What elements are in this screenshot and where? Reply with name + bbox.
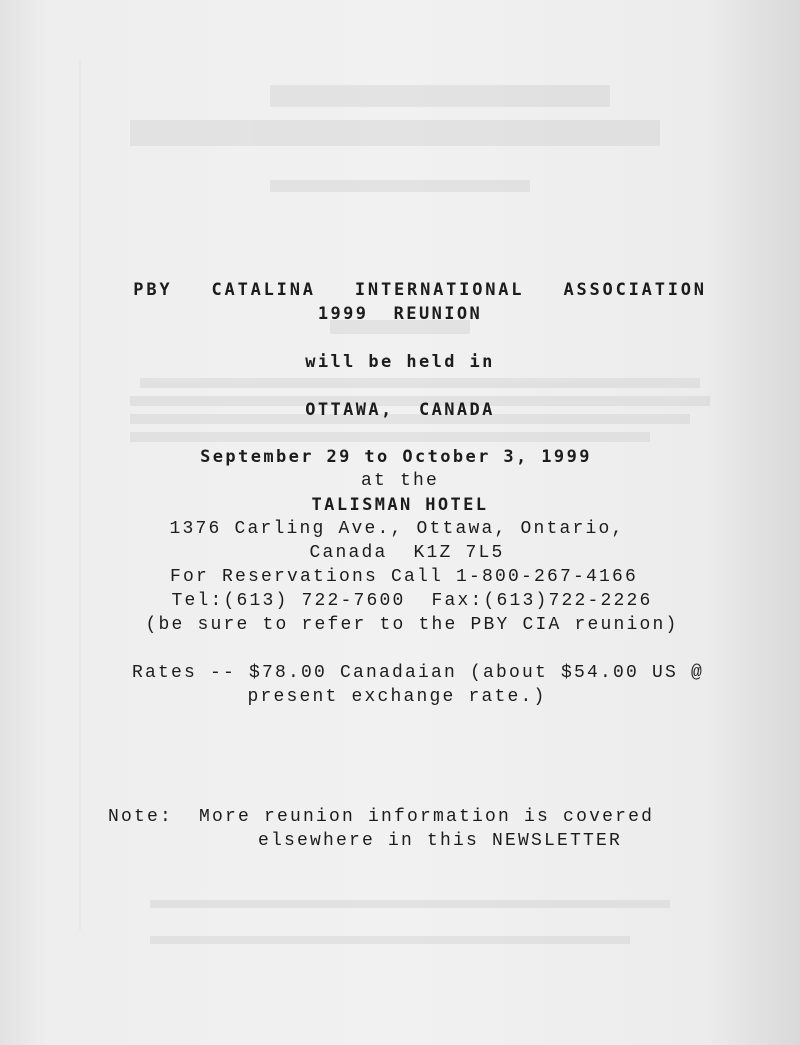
org-word-catalina: CATALINA (211, 280, 316, 300)
note-line-1: Note: More reunion information is covered (108, 807, 655, 827)
city-country: OTTAWA, CANADA (305, 400, 495, 420)
note-line-2: elsewhere in this NEWSLETTER (258, 831, 623, 851)
org-word-international: INTERNATIONAL (354, 280, 525, 300)
org-word-association: ASSOCIATION (563, 280, 707, 300)
refer-line: (be sure to refer to the PBY CIA reunion) (145, 615, 679, 635)
phone-fax-line: Tel:(613) 722-7600 Fax:(613)722-2226 (171, 591, 653, 611)
at-the: at the (360, 471, 439, 491)
rates-line-1: Rates -- $78.00 Canadaian (about $54.00 US @ (131, 663, 705, 683)
reservations-line: For Reservations Call 1-800-267-4166 (169, 567, 639, 587)
address-line-1: 1376 Carling Ave., Ottawa, Ontario, (169, 519, 625, 539)
reunion-dates: September 29 to October 3, 1999 (200, 447, 592, 467)
held-in: will be held in (305, 352, 495, 372)
hotel-name: TALISMAN HOTEL (311, 495, 489, 515)
reunion-year: 1999 REUNION (317, 304, 483, 324)
rates-line-2: present exchange rate.) (247, 687, 547, 707)
org-word-pby: PBY (133, 280, 173, 300)
address-line-2: Canada K1Z 7L5 (309, 543, 505, 563)
